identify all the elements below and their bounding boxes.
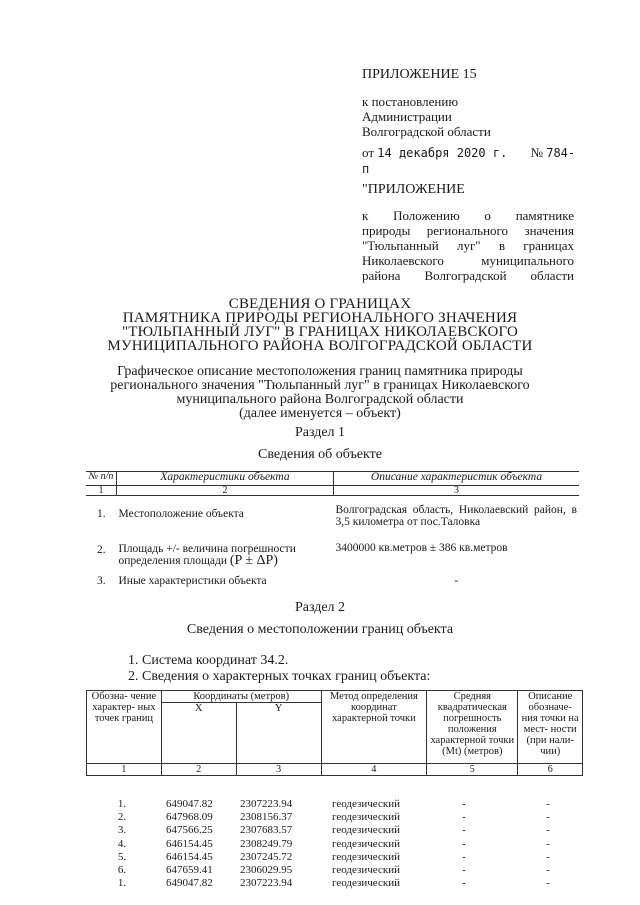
point-id: 5. xyxy=(117,850,127,863)
section2-subheading: Сведения о местоположении границ объекта xyxy=(186,622,454,637)
document-subtitle xyxy=(0,365,640,421)
point-description: - xyxy=(546,837,550,850)
resolution-line-3: Волгоградской области xyxy=(362,124,491,139)
col-number-1: 1 xyxy=(87,764,162,776)
number-label: № xyxy=(530,145,543,160)
error: - xyxy=(462,864,466,876)
row-number: 3. xyxy=(96,575,106,587)
header-description: Описание обозначе- ния точки на мест- ности (при нали- чии) xyxy=(518,691,583,764)
inner-line-5: района Волгоградской области xyxy=(362,268,574,283)
col-header-characteristics: Характеристики объекта xyxy=(117,472,334,486)
row-characteristic: Иные характеристики объекта xyxy=(118,575,267,587)
col-header-number: № п/п xyxy=(86,472,117,486)
coord-x: 646154.45 xyxy=(166,850,213,863)
coord-y: 2308249.79 xyxy=(240,837,293,850)
point-id: 2. xyxy=(117,811,127,824)
coord-x: 649047.82 xyxy=(166,877,213,890)
coord-x: 649047.82 xyxy=(166,798,213,810)
point-id: 1. xyxy=(117,877,127,890)
inner-line-3: "Тюльпанный луг" в границах xyxy=(362,238,574,253)
coord-x: 647659.41 xyxy=(166,864,213,876)
inner-line-4: Николаевского муниципального xyxy=(362,253,574,268)
inner-appendix-title: "ПРИЛОЖЕНИЕ xyxy=(362,182,465,197)
boundary-points-rows xyxy=(86,798,583,898)
row-description: Волгоградская область, Николаевский район, в 3,5 километра от пос.Таловка xyxy=(335,504,577,528)
table-row xyxy=(86,496,579,529)
title-line-1: СВЕДЕНИЯ О ГРАНИЦАХ xyxy=(228,296,412,312)
point-description: - xyxy=(546,824,550,837)
col-number-2: 2 xyxy=(161,764,236,776)
inner-line-2: природы регионального значения xyxy=(362,223,574,238)
title-line-4: МУНИЦИПАЛЬНОГО РАЙОНА ВОЛГОГРАДСКОЙ ОБЛАСТИ xyxy=(107,338,533,354)
resolution-block xyxy=(362,94,522,139)
col-number-3: 3 xyxy=(236,764,321,776)
row-description: - xyxy=(454,575,459,587)
inner-line-1: к Положению о памятнике xyxy=(362,208,574,223)
coord-x: 647566.25 xyxy=(166,824,213,837)
method: геодезический xyxy=(332,850,400,863)
header-y: Y xyxy=(236,703,321,764)
section1-subheading: Сведения об объекте xyxy=(258,447,382,462)
resolution-line-1: к постановлению xyxy=(362,94,459,109)
col-number-2: 2 xyxy=(117,486,334,496)
method: геодезический xyxy=(332,824,400,837)
method: геодезический xyxy=(332,864,400,876)
error: - xyxy=(462,837,466,850)
subtitle-line-4: (далее именуется – объект) xyxy=(239,406,401,421)
col-header-description: Описание характеристик объекта xyxy=(334,472,580,486)
error: - xyxy=(462,877,466,890)
error: - xyxy=(462,850,466,863)
point-description: - xyxy=(546,877,550,890)
document-title xyxy=(0,297,640,353)
row-number: 2. xyxy=(96,544,106,556)
coord-y: 2307683.57 xyxy=(240,824,293,837)
row-characteristic-text: Площадь +/- величина погрешности определения площади xyxy=(118,543,296,567)
boundary-points-table xyxy=(86,690,583,776)
row-characteristic xyxy=(117,528,334,567)
date-line xyxy=(362,145,582,177)
section2-items xyxy=(128,653,430,685)
coord-y: 2307223.94 xyxy=(240,798,293,810)
point-description: - xyxy=(546,811,550,824)
header-coordinates: Координаты (метров) xyxy=(161,691,321,703)
method: геодезический xyxy=(332,837,400,850)
method: геодезический xyxy=(332,798,400,810)
point-id: 1. xyxy=(117,798,127,810)
method: геодезический xyxy=(332,811,400,824)
point-description: - xyxy=(546,798,550,810)
resolution-line-2: Администрации xyxy=(362,109,452,124)
title-line-3: "ТЮЛЬПАННЫЙ ЛУГ" В ГРАНИЦАХ НИКОЛАЕВСКОГО xyxy=(121,324,519,340)
method: геодезический xyxy=(332,877,400,890)
col-number-1: 1 xyxy=(86,486,117,496)
subtitle-line-1: Графическое описание местоположения границ памятника природы xyxy=(117,364,523,379)
coord-y: 2308156.37 xyxy=(240,811,293,824)
error: - xyxy=(462,824,466,837)
error: - xyxy=(462,798,466,810)
col-number-5: 5 xyxy=(427,764,518,776)
header-point-designation: Обозна- чение характер- ных точек границ xyxy=(87,691,162,764)
coordinate-system-item: 1. Система координат 34.2. xyxy=(128,653,289,668)
subtitle-line-2: регионального значения "Тюльпанный луг" в границах Николаевского xyxy=(110,378,530,393)
points-item: 2. Сведения о характерных точках границ объекта: xyxy=(128,669,431,684)
col-number-6: 6 xyxy=(518,764,583,776)
title-line-2: ПАМЯТНИКА ПРИРОДЫ РЕГИОНАЛЬНОГО ЗНАЧЕНИЯ xyxy=(122,310,518,326)
point-description: - xyxy=(546,850,550,863)
coord-x: 646154.45 xyxy=(166,837,213,850)
row-description: 3400000 кв.метров ± 386 кв.метров xyxy=(335,542,508,554)
section1-heading: Раздел 1 xyxy=(294,425,346,440)
appendix-label: ПРИЛОЖЕНИЕ 15 xyxy=(362,67,477,82)
table-row xyxy=(86,528,579,567)
coord-y: 2307245.72 xyxy=(240,850,293,863)
inner-appendix-block xyxy=(362,208,574,283)
coord-x: 647968.09 xyxy=(166,811,213,824)
point-id: 6. xyxy=(117,864,127,876)
coord-y: 2306029.95 xyxy=(240,864,293,876)
row-number: 1. xyxy=(96,508,106,520)
coord-y: 2307223.94 xyxy=(240,877,293,890)
date-value: 14 декабря 2020 г. xyxy=(377,146,508,160)
col-number-3: 3 xyxy=(334,486,580,496)
date-prefix: от xyxy=(362,145,375,160)
error: - xyxy=(462,811,466,824)
point-description: - xyxy=(546,864,550,876)
row-characteristic: Местоположение объекта xyxy=(118,508,244,520)
col-number-4: 4 xyxy=(321,764,427,776)
number-value: 784-п xyxy=(362,146,576,176)
header-x: X xyxy=(161,703,236,764)
object-info-table xyxy=(86,471,579,587)
subtitle-line-3: муниципального района Волгоградской области xyxy=(176,392,464,407)
point-id: 3. xyxy=(117,824,127,837)
section2-heading: Раздел 2 xyxy=(294,600,346,615)
point-id: 4. xyxy=(117,837,127,850)
area-formula: (P ± ΔP) xyxy=(229,553,278,568)
header-method: Метод определения координат характерной точки xyxy=(321,691,427,764)
header-error: Средняя квадратическая погрешность положения характерной точки (Mt) (метров) xyxy=(427,691,518,764)
table-row xyxy=(86,567,579,587)
